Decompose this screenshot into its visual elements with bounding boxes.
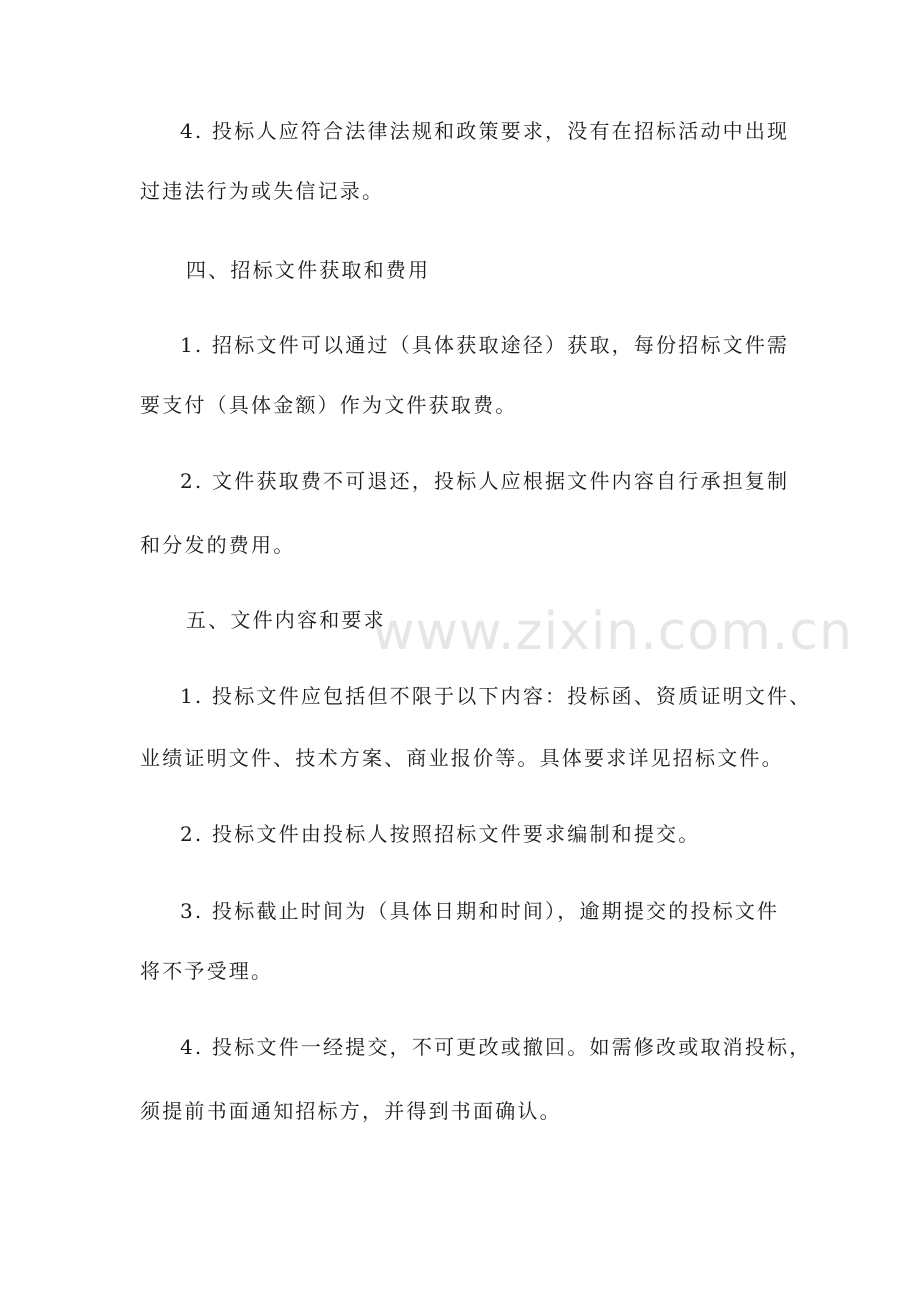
paragraph-line: 4. 投标人应符合法律法规和政策要求，没有在招标活动中出现	[180, 119, 790, 143]
section-heading: 四、招标文件获取和费用	[186, 258, 431, 282]
section-heading: 五、文件内容和要求	[186, 608, 386, 632]
paragraph-line: 过违法行为或失信记录。	[140, 179, 385, 203]
paragraph-line: 2. 文件获取费不可退还，投标人应根据文件内容自行承担复制	[180, 469, 790, 493]
paragraph-line: 2. 投标文件由投标人按照招标文件要求编制和提交。	[180, 822, 701, 846]
paragraph-line: 要支付（具体金额）作为文件获取费。	[140, 393, 518, 417]
paragraph-line: 业绩证明文件、技术方案、商业报价等。具体要求详见招标文件。	[140, 746, 784, 770]
paragraph-line: 将不予受理。	[140, 959, 274, 983]
paragraph-line: 3. 投标截止时间为（具体日期和时间），逾期提交的投标文件	[180, 899, 780, 923]
paragraph-line: 4. 投标文件一经提交，不可更改或撤回。如需修改或取消投标，	[180, 1035, 812, 1059]
paragraph-line: 1. 招标文件可以通过（具体获取途径）获取，每份招标文件需	[180, 333, 790, 357]
paragraph-line: 须提前书面通知招标方，并得到书面确认。	[140, 1099, 562, 1123]
watermark: www.zixin.com.cn	[372, 602, 853, 662]
paragraph-line: 和分发的费用。	[140, 533, 296, 557]
paragraph-line: 1. 投标文件应包括但不限于以下内容：投标函、资质证明文件、	[180, 684, 812, 708]
